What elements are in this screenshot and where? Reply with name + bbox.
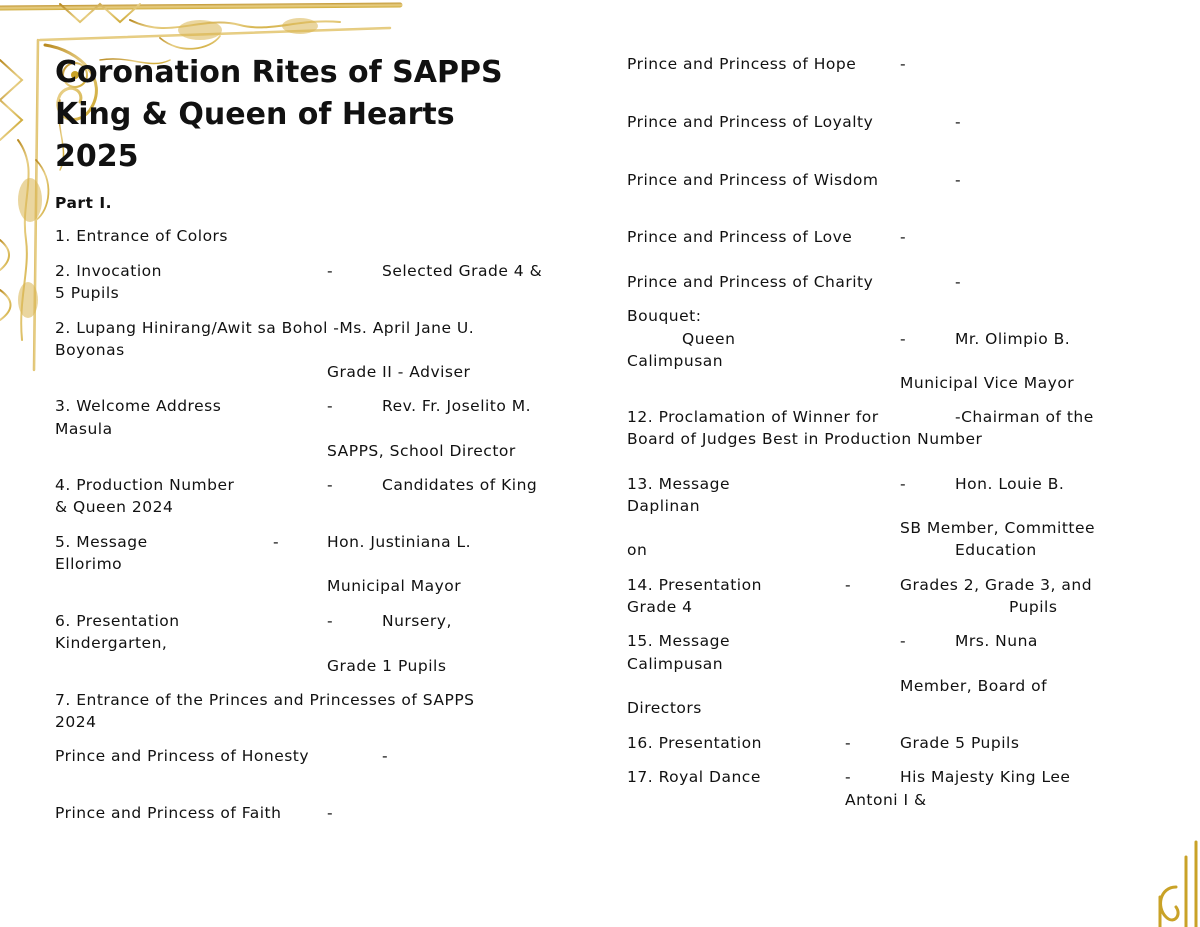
program-item-6-role: Municipal Mayor xyxy=(327,577,462,595)
program-item-13-speaker-cont: Daplinan xyxy=(627,497,701,515)
program-item-7-performer-end: Grade 1 Pupils xyxy=(327,657,447,675)
prince-princess-faith-dash: - xyxy=(327,804,334,822)
program-item-16-dash: - xyxy=(845,734,852,752)
prince-princess-faith: Prince and Princess of Faith xyxy=(55,804,282,822)
program-item-15-speaker: Mrs. Nuna xyxy=(955,632,1038,650)
bouquet-queen-presenter-role: Municipal Vice Mayor xyxy=(900,374,1075,392)
page-title-line-2: King & Queen of Hearts xyxy=(55,97,455,132)
prince-princess-wisdom: Prince and Princess of Wisdom xyxy=(627,171,879,189)
bouquet-queen-label: Queen xyxy=(682,330,736,348)
program-item-6-speaker-cont: Ellorimo xyxy=(55,555,123,573)
program-item-12-title-cont: Board of Judges Best in Production Number xyxy=(627,430,983,448)
program-item-3-role: Grade II - Adviser xyxy=(327,363,471,381)
program-item-2-performer: Selected Grade 4 & xyxy=(382,262,543,280)
prince-princess-charity-dash: - xyxy=(955,273,962,291)
bouquet-queen-presenter: Mr. Olimpio B. xyxy=(955,330,1071,348)
program-item-13-role-on: on xyxy=(627,541,648,559)
program-item-13-role-cont: Education xyxy=(955,541,1037,559)
program-item-5-performer: Candidates of King xyxy=(382,476,538,494)
program-item-7-dash: - xyxy=(327,612,334,630)
program-item-7-title: 6. Presentation xyxy=(55,612,180,630)
program-item-13-role: SB Member, Committee xyxy=(900,519,1096,537)
program-item-17-performer: His Majesty King Lee xyxy=(900,768,1071,786)
program-item-13-speaker: Hon. Louie B. xyxy=(955,475,1065,493)
part-heading: Part I. xyxy=(55,194,113,212)
program-item-7-performer: Nursery, xyxy=(382,612,452,630)
program-item-15-title: 15. Message xyxy=(627,632,731,650)
program-item-12-presenter: -Chairman of the xyxy=(955,408,1094,426)
program-item-6-dash: - xyxy=(273,533,280,551)
program-item-17-performer-cont: Antoni I & xyxy=(845,791,927,809)
program-item-6-speaker: Hon. Justiniana L. xyxy=(327,533,472,551)
prince-princess-loyalty-dash: - xyxy=(955,113,962,131)
program-item-5-performer-cont: & Queen 2024 xyxy=(55,498,174,516)
program-item-15-role-cont: Directors xyxy=(627,699,702,717)
prince-princess-love-dash: - xyxy=(900,228,907,246)
prince-princess-honesty: Prince and Princess of Honesty xyxy=(55,747,310,765)
prince-princess-love: Prince and Princess of Love xyxy=(627,228,853,246)
program-item-2-performer-cont: 5 Pupils xyxy=(55,284,120,302)
program-item-14-dash: - xyxy=(845,576,852,594)
prince-princess-charity: Prince and Princess of Charity xyxy=(627,273,874,291)
program-item-1: 1. Entrance of Colors xyxy=(55,227,229,245)
prince-princess-wisdom-dash: - xyxy=(955,171,962,189)
page-title-line-1: Coronation Rites of SAPPS xyxy=(55,55,503,90)
program-item-13-dash: - xyxy=(900,475,907,493)
bouquet-heading: Bouquet: xyxy=(627,307,702,325)
prince-princess-loyalty: Prince and Princess of Loyalty xyxy=(627,113,874,131)
bouquet-queen-dash: - xyxy=(900,330,907,348)
page-title-line-3: 2025 xyxy=(55,139,139,174)
program-item-14-title: 14. Presentation xyxy=(627,576,762,594)
program-item-4-speaker-cont: Masula xyxy=(55,420,113,438)
program-item-13-title: 13. Message xyxy=(627,475,731,493)
program-item-3-title: 2. Lupang Hinirang/Awit sa Bohol -Ms. April Jane U. xyxy=(55,319,475,337)
program-item-8-title-cont: 2024 xyxy=(55,713,97,731)
prince-princess-hope-dash: - xyxy=(900,55,907,73)
program-item-5-title: 4. Production Number xyxy=(55,476,235,494)
program-item-4-dash: - xyxy=(327,397,334,415)
program-item-7-performer-cont: Kindergarten, xyxy=(55,634,168,652)
program-item-15-dash: - xyxy=(900,632,907,650)
program-item-2-title: 2. Invocation xyxy=(55,262,162,280)
program-item-15-speaker-cont: Calimpusan xyxy=(627,655,724,673)
program-item-16-title: 16. Presentation xyxy=(627,734,762,752)
bouquet-queen-presenter-surname: Calimpusan xyxy=(627,352,724,370)
program-item-5-dash: - xyxy=(327,476,334,494)
program-item-4-speaker: Rev. Fr. Joselito M. xyxy=(382,397,532,415)
program-item-14-performer-grade: Grade 4 xyxy=(627,598,693,616)
program-item-2-dash: - xyxy=(327,262,334,280)
program-item-12-title: 12. Proclamation of Winner for xyxy=(627,408,879,426)
program-item-4-role: SAPPS, School Director xyxy=(327,442,516,460)
prince-princess-hope: Prince and Princess of Hope xyxy=(627,55,857,73)
prince-princess-honesty-dash: - xyxy=(382,747,389,765)
program-item-17-title: 17. Royal Dance xyxy=(627,768,761,786)
program-item-6-title: 5. Message xyxy=(55,533,148,551)
program-item-4-title: 3. Welcome Address xyxy=(55,397,222,415)
program-item-14-performer: Grades 2, Grade 3, and xyxy=(900,576,1093,594)
program-item-15-role: Member, Board of xyxy=(900,677,1048,695)
program-item-8-title: 7. Entrance of the Princes and Princesses of SAPPS xyxy=(55,691,475,709)
gold-corner-small-ornament-icon xyxy=(1130,837,1200,927)
program-item-17-dash: - xyxy=(845,768,852,786)
program-item-3-name-cont: Boyonas xyxy=(55,341,125,359)
program-item-14-performer-end: Pupils xyxy=(1009,598,1058,616)
program-item-16-performer: Grade 5 Pupils xyxy=(900,734,1020,752)
